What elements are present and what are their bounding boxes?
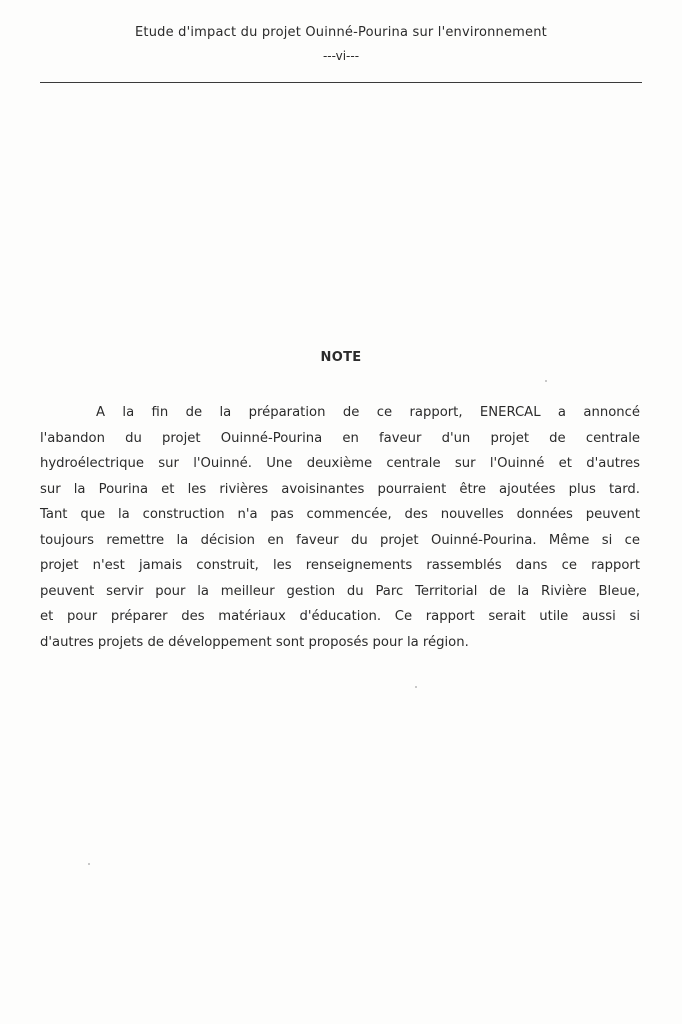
note-line: peuvent servir pour la meilleur gestion du Parc Territorial de la Rivière Bleue, [40, 583, 640, 599]
page-number: ---vi--- [322, 49, 360, 63]
scan-speck [545, 380, 547, 382]
scan-speck [415, 686, 417, 688]
note-line: d'autres projets de développement sont proposés pour la région. [40, 634, 469, 650]
scan-speck [88, 863, 90, 865]
note-line: sur la Pourina et les rivières avoisinantes pourraient être ajoutées plus tard. [40, 481, 640, 497]
header-divider [40, 82, 642, 83]
note-line: toujours remettre la décision en faveur du projet Ouinné-Pourina. Même si ce [40, 532, 640, 548]
running-header: Etude d'impact du projet Ouinné-Pourina sur l'environnement [135, 25, 547, 40]
note-paragraph [40, 400, 640, 655]
note-line: l'abandon du projet Ouinné-Pourina en faveur d'un projet de centrale [40, 430, 640, 446]
note-line: A la fin de la préparation de ce rapport, ENERCAL a annoncé [96, 405, 640, 420]
note-line: Tant que la construction n'a pas commencée, des nouvelles données peuvent [40, 507, 640, 522]
note-line: hydroélectrique sur l'Ouinné. Une deuxième centrale sur l'Ouinné et d'autres [40, 456, 640, 471]
note-line: et pour préparer des matériaux d'éducation. Ce rapport serait utile aussi si [40, 609, 640, 624]
note-line: projet n'est jamais construit, les renseignements rassemblés dans ce rapport [40, 558, 640, 573]
note-title: NOTE [320, 350, 362, 365]
